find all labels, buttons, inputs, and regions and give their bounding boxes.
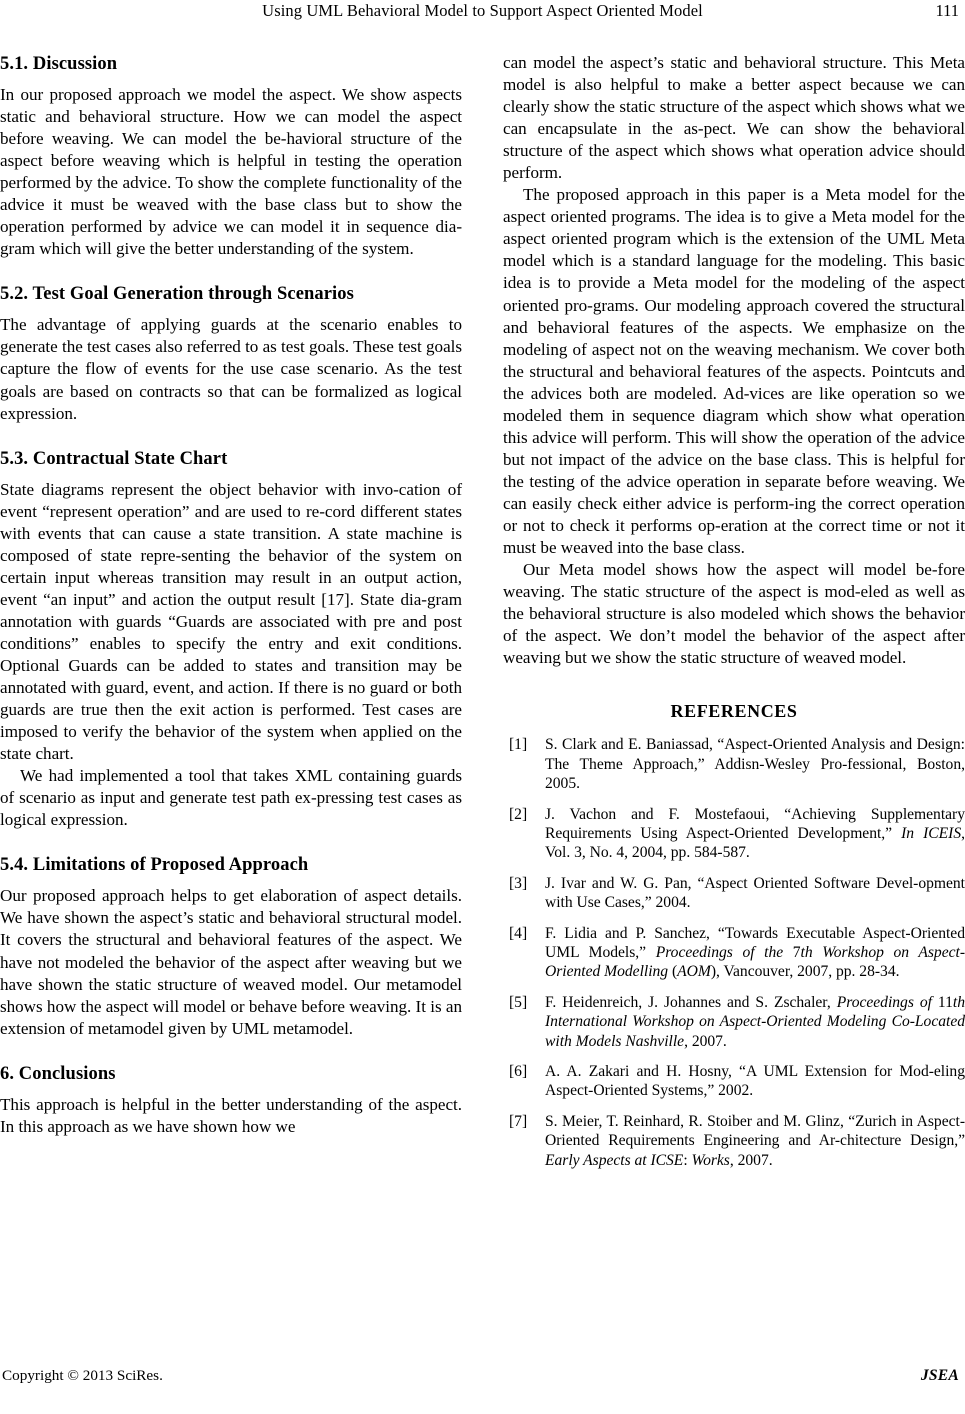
reference-text: S. Meier, T. Reinhard, R. Stoiber and M. Glinz, “Zurich in Aspect-Oriented Requirements Engineering and Ar-chitecture Design,” Early Aspects at ICSE: Works, 2007. xyxy=(545,1112,965,1169)
reference-item xyxy=(503,924,965,982)
references-heading: REFERENCES xyxy=(670,701,798,722)
paragraph-meta-model: Our Meta model shows how the aspect will model be-fore weaving. The static structure of the aspect is mod-eled as well as the behavioral structure is also modeled which shows the behavior of the aspect. We don’t model the behavior of the aspect after weaving but we show the static structure of weaved model. xyxy=(503,560,965,668)
reference-text: F. Heidenreich, J. Johannes and S. Zschaler, Proceedings of 11th International Workshop on Aspect-Oriented Modeling Co-Located with Models Nashville, 2007. xyxy=(545,993,965,1050)
journal-abbreviation: JSEA xyxy=(920,1367,959,1384)
copyright-notice: Copyright © 2013 SciRes. xyxy=(2,1367,163,1384)
right-column xyxy=(503,52,965,1181)
reference-text: J. Ivar and W. G. Pan, “Aspect Oriented Software Devel-opment with Use Cases,” 2004. xyxy=(545,874,965,912)
reference-text: S. Clark and E. Baniassad, “Aspect-Oriented Analysis and Design: The Theme Approach,” Addisn-Wesley Pro-fessional, Boston, 2005. xyxy=(545,736,965,793)
reference-text: J. Vachon and F. Mostefaoui, “Achieving Supplementary Requirements Using Aspect-Oriented Development,” In ICEIS, Vol. 3, No. 4, 2004, pp. 584-587. xyxy=(545,805,965,862)
reference-item xyxy=(503,735,965,793)
reference-number: [1] xyxy=(509,736,528,754)
references-list xyxy=(503,735,965,1170)
reference-number: [5] xyxy=(509,993,528,1011)
running-head-title: Using UML Behavioral Model to Support Aspect Oriented Model xyxy=(262,1,703,20)
paragraph-proposed-approach: The proposed approach in this paper is a Meta model for the aspect oriented programs. The idea is to give a Meta model for the aspect oriented program which is the extension of the UML Meta model which is a standard language for the modeling. This basic idea is to provide a Meta model for the modeling of the aspect oriented pro-grams. Our modeling approach covered the structural and behavioral features of the aspects. We emphasize on the modeling of aspect not on the weaving mechanism. We cover both the structural and behavioral features of the aspects. Pointcuts and the advices both are modeled. Ad-vices are like operation so we modeled them in sequence diagram which show what operation this advice will perform. This will show the operation of the advice but not impact of the advice on the base class. This is helpful for the testing of the advice operation in separate before weaving. We can easily check either advice is perform-ing the correct operation or not to check it performs op-eration at the correct time or not it must be weaved into the base class. xyxy=(503,185,965,558)
heading-6: 6. Conclusions xyxy=(0,1063,116,1084)
paragraph-5-3-a: State diagrams represent the object behavior with invo-cation of event “represent operation” and are used to re-cord different states with events that can cause a state transition. A state machine is composed of state repre-senting the behavior of the system on certain input whereas transition may result in an output action, event “an input” and action the output result [17]. State dia-gram annotation with guards “Guards are associated with pre and post conditions” enables to specify the entry and exit conditions. Optional Guards can be added to states and transition may be annotated with guard, event, and action. If there is no guard or both guards are true then the exit action is performed. Test cases are imposed to verify the behavior of the system when applied on the state chart. xyxy=(0,479,462,764)
left-column xyxy=(0,52,462,1152)
heading-5-2: 5.2. Test Goal Generation through Scenarios xyxy=(0,284,354,305)
reference-number: [4] xyxy=(509,924,528,942)
reference-number: [3] xyxy=(509,874,528,892)
paragraph-5-4: Our proposed approach helps to get elaboration of aspect details. We have shown the aspect’s static and behavioral structural model. It covers the structural and behavioral features of the aspect. We have not modeled the behavior of the aspect after weaving but we have shown the static structure of weaved model. Our metamodel shows how the aspect will model or behave before weaving. It is an extension of metamodel given by UML metamodel. xyxy=(0,886,462,1038)
paragraph-6: This approach is helpful in the better understanding of the aspect. In this approach as we have shown how we xyxy=(0,1094,462,1136)
paragraph-continued: can model the aspect’s static and behavioral structure. This Meta model is also helpful to make a better aspect because we can clearly show the static structure of the aspect which shows what we can encapsulate in the as-pect. We can show the behavioral structure of the aspect which shows what operation advice should perform. xyxy=(503,53,965,183)
body-columns xyxy=(0,52,965,1342)
reference-text: F. Lidia and P. Sanchez, “Towards Executable Aspect-Oriented UML Models,” Proceedings of the 7th Workshop on Aspect-Oriented Modelling (AOM), Vancouver, 2007, pp. 28-34. xyxy=(545,924,965,981)
reference-text: A. A. Zakari and H. Hosny, “A UML Extension for Mod-eling Aspect-Oriented Systems,” 2002. xyxy=(545,1063,965,1100)
running-head xyxy=(0,0,965,30)
heading-5-3: 5.3. Contractual State Chart xyxy=(0,448,228,469)
page-footer xyxy=(0,1366,965,1388)
paragraph-5-2: The advantage of applying guards at the scenario enables to generate the test cases also referred to as test goals. These test goals capture the flow of events for the use case scenario. As the test goals are based on contracts so that can be formalized as logical expression. xyxy=(0,315,462,423)
paragraph-5-3-b: We had implemented a tool that takes XML containing guards of scenario as input and generate test path ex-pressing test cases as logical expression. xyxy=(0,766,462,830)
reference-number: [6] xyxy=(509,1063,528,1080)
heading-5-4: 5.4. Limitations of Proposed Approach xyxy=(0,855,309,876)
reference-item xyxy=(503,1062,965,1101)
reference-number: [7] xyxy=(509,1112,528,1130)
paragraph-5-1: In our proposed approach we model the aspect. We show aspects static and behavioral structure. How we can model the aspect before weaving. We can model the be-havioral structure of the aspect before weaving which is helpful in testing the operation performed by the advice. To show the complete functionality of the advice it must be weaved with the base class but to show the operation performed by advice we can model it in sequence dia-gram which will give the better understanding of the system. xyxy=(0,85,462,259)
reference-item xyxy=(503,805,965,863)
page-number: 111 xyxy=(935,1,959,20)
reference-item xyxy=(503,1112,965,1170)
reference-number: [2] xyxy=(509,805,528,823)
heading-5-1: 5.1. Discussion xyxy=(0,54,118,74)
reference-item xyxy=(503,993,965,1051)
reference-item xyxy=(503,874,965,913)
